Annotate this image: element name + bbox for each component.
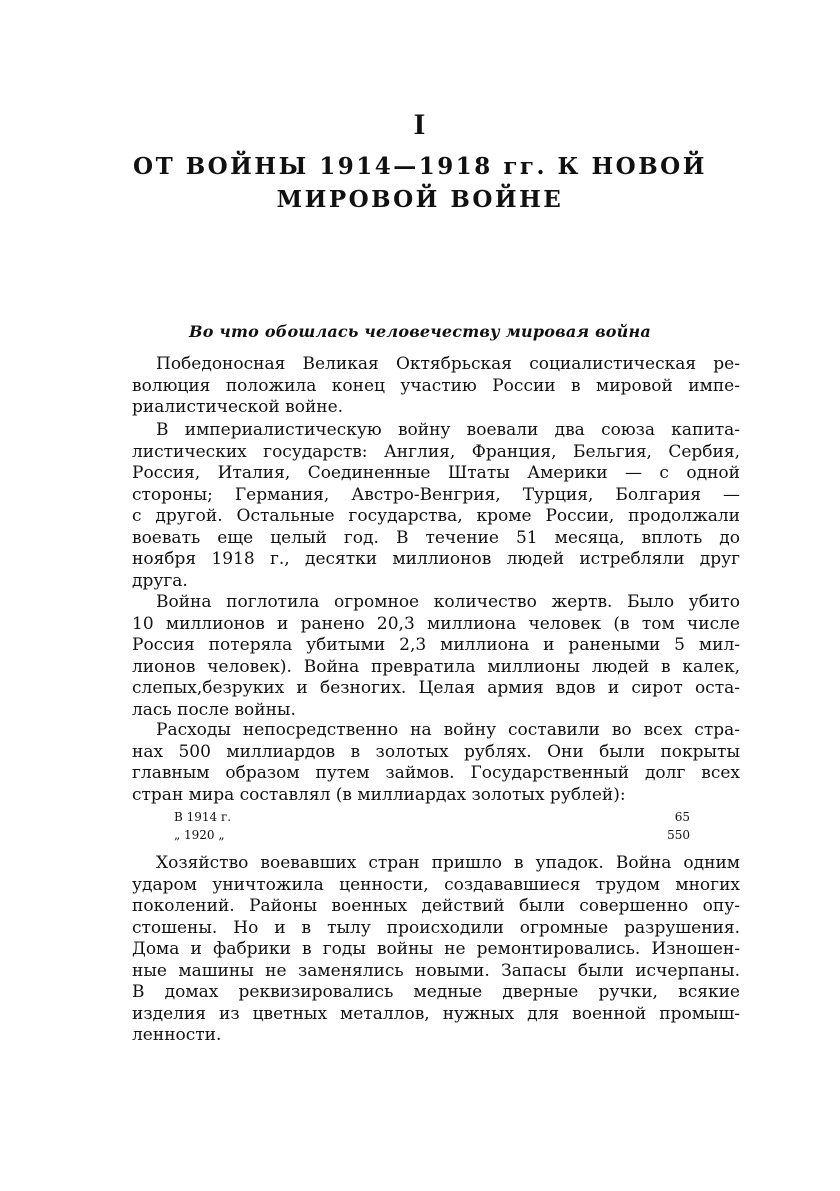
text-line: риалистической войне. bbox=[132, 397, 344, 417]
text-line: В домах реквизировались медные дверные ручки, всякие bbox=[132, 982, 740, 1002]
chapter-number: I bbox=[413, 108, 427, 141]
text-line: стран мира составлял (в миллиардах золотых рублей): bbox=[132, 784, 626, 805]
text-line: воевать еще целый год. В течение 51 месяца, вплоть до bbox=[132, 527, 740, 548]
text-line: Расходы непосредственно на войну составили во всех стра- bbox=[156, 720, 740, 740]
paragraph-1 bbox=[132, 354, 740, 419]
debt-year-label: „ 1920 „ bbox=[174, 828, 225, 842]
text-line: ударом уничтожила ценности, создававшиеся трудом многих bbox=[132, 874, 740, 895]
text-line: стороны; Германия, Австро-Венгрия, Турция, Болгария — bbox=[132, 484, 740, 505]
chapter-title-line-1: ОТ ВОЙНЫ 1914—1918 гг. К НОВОЙ bbox=[133, 153, 707, 180]
text-line: лась после войны. bbox=[132, 699, 296, 720]
text-line: Россия, Италия, Соединенные Штаты Америки — с одной bbox=[132, 463, 740, 483]
debt-value: 550 bbox=[667, 828, 690, 842]
text-line: Дома и фабрики в годы войны не ремонтировались. Изношен- bbox=[132, 939, 740, 959]
paragraph-2 bbox=[132, 420, 740, 592]
chapter-title-line-2: МИРОВОЙ ВОЙНЕ bbox=[276, 186, 564, 213]
debt-row bbox=[174, 808, 690, 826]
text-line: Россия потеряла убитыми 2,3 миллиона и ранеными 5 мил- bbox=[132, 635, 740, 655]
paragraph-3 bbox=[132, 592, 740, 721]
paragraph-5 bbox=[132, 853, 740, 1047]
debt-table bbox=[174, 808, 690, 844]
text-line: В империалистическую войну воевали два союза капита- bbox=[156, 420, 740, 440]
text-line: листических государств: Англия, Франция, Бельгия, Сербия, bbox=[132, 441, 740, 462]
text-line: главным образом путем займов. Государственный долг всех bbox=[132, 763, 740, 783]
text-line: с другой. Остальные государства, кроме России, продолжали bbox=[132, 506, 740, 526]
paragraph-4 bbox=[132, 720, 740, 806]
debt-year-label: В 1914 г. bbox=[174, 810, 232, 824]
text-line: лионов человек). Война превратила миллионы людей в калек, bbox=[132, 656, 740, 677]
text-line: изделия из цветных металлов, нужных для военной промыш- bbox=[132, 1003, 740, 1024]
text-line: 10 миллионов и ранено 20,3 миллиона человек (в том числе bbox=[132, 613, 740, 634]
text-line: Хозяйство воевавших стран пришло в упадок. Война одним bbox=[156, 853, 740, 873]
text-line: поколений. Районы военных действий были совершенно опу- bbox=[132, 896, 740, 916]
text-line: нах 500 миллиардов в золотых рублях. Они были покрыты bbox=[132, 741, 740, 762]
text-line: стошены. Но и в тылу происходили огромные разрушения. bbox=[132, 917, 740, 938]
debt-value: 65 bbox=[674, 810, 690, 824]
text-line: ноября 1918 г., десятки миллионов людей истребляли друг bbox=[132, 549, 740, 569]
chapter-title bbox=[100, 150, 740, 216]
text-line: волюция положила конец участию России в мировой импе- bbox=[132, 375, 740, 396]
text-line: Победоносная Великая Октябрьская социалистическая ре- bbox=[156, 354, 740, 374]
text-line: ленности. bbox=[132, 1025, 222, 1045]
text-line: друга. bbox=[132, 570, 188, 591]
section-heading: Во что обошлась человечеству мировая война bbox=[189, 322, 651, 341]
text-line: Война поглотила огромное количество жертв. Было убито bbox=[156, 592, 740, 612]
text-line: слепых,безруких и безногих. Целая армия вдов и сирот оста- bbox=[132, 678, 740, 698]
debt-row bbox=[174, 826, 690, 844]
text-line: ные машины не заменялись новыми. Запасы были исчерпаны. bbox=[132, 960, 740, 981]
